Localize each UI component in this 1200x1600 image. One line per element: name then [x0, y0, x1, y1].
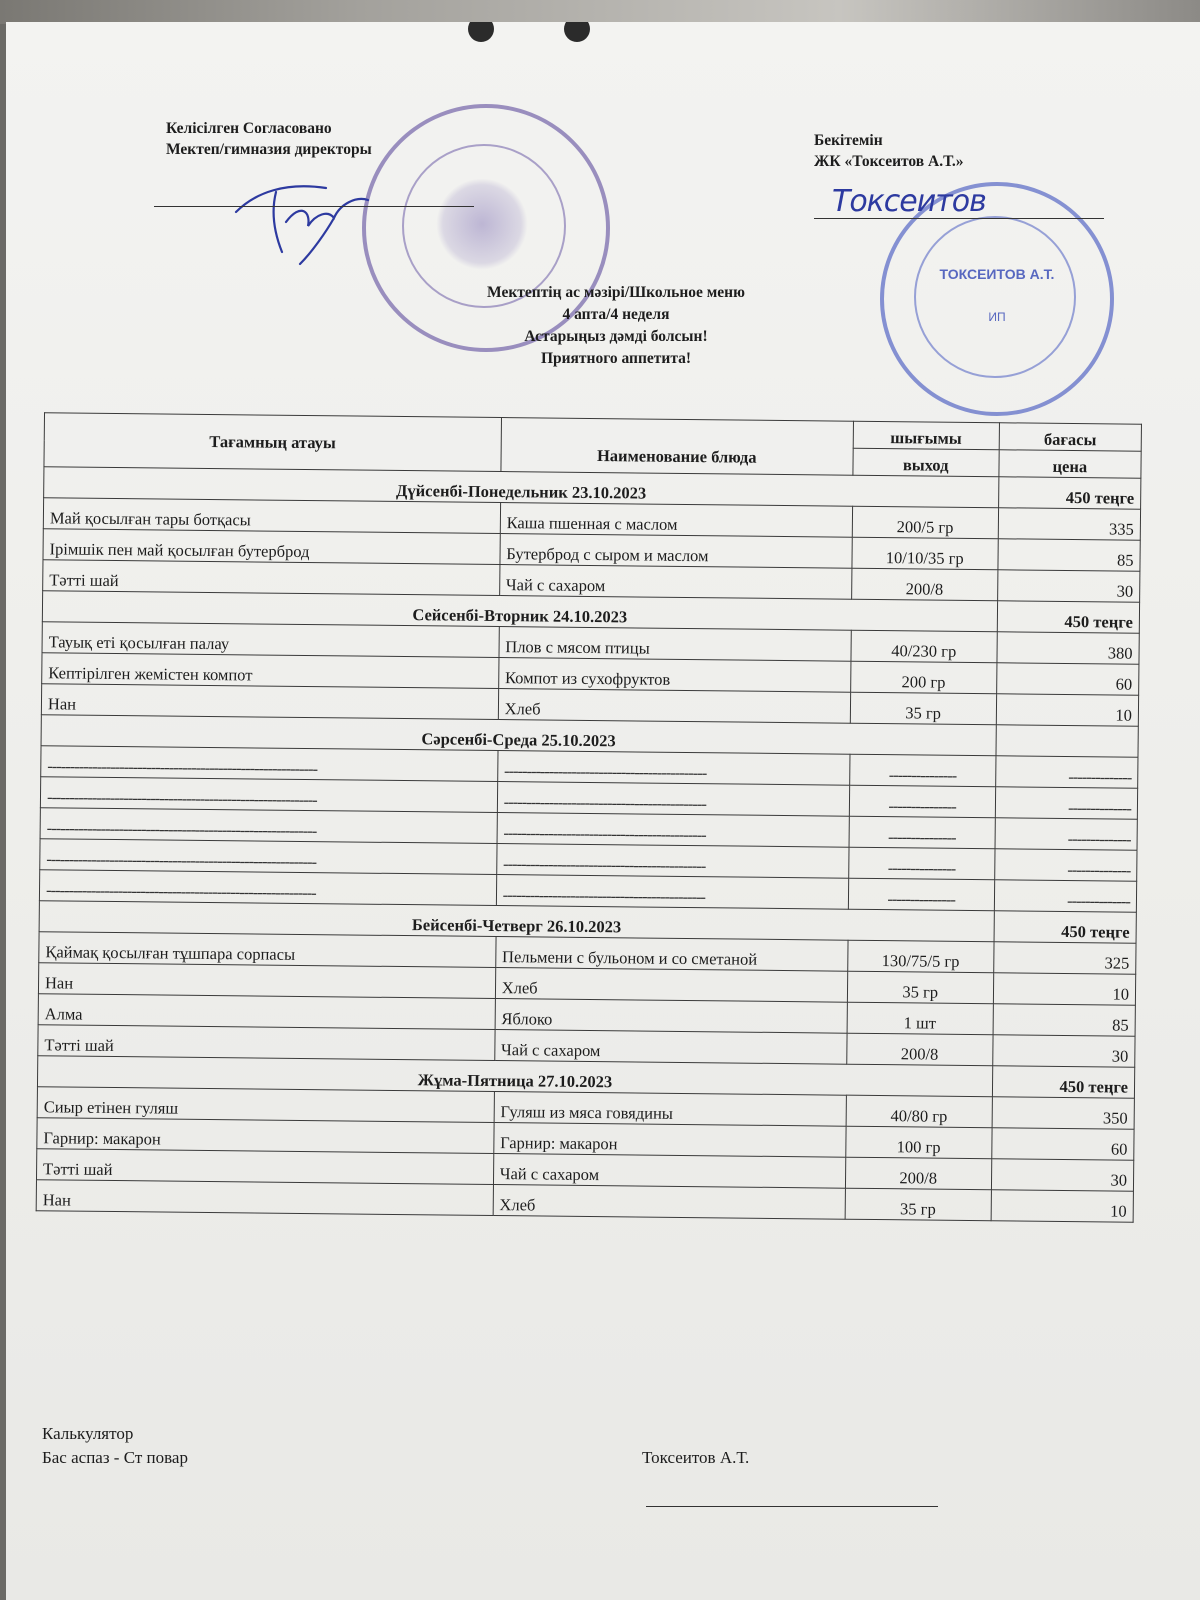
- punch-hole: [468, 22, 494, 42]
- seal-name: ТОКСЕИТОВ А.Т.: [939, 266, 1055, 282]
- dish-name-ru: Пельмени с бульоном и со сметаной: [495, 937, 847, 972]
- dish-name-kz: ------------------------------------------------------------: [40, 808, 497, 844]
- dish-name-kz: ------------------------------------------------------------: [40, 839, 497, 875]
- director-title: Мектеп/гимназия директоры: [166, 141, 372, 158]
- dish-name-ru: Хлеб: [495, 968, 847, 1003]
- dish-output: 10/10/35 гр: [852, 537, 999, 570]
- dish-price: 60: [996, 663, 1139, 695]
- dish-output: 35 гр: [847, 971, 994, 1004]
- dish-price: 10: [991, 1190, 1134, 1222]
- column-header-kz-name: Тағамның атауы: [44, 413, 501, 472]
- day-title: Бейсенбі-Четверг 26.10.2023: [39, 901, 994, 942]
- dish-output: 200/8: [845, 1157, 992, 1190]
- dish-name-ru: Каша пшенная с маслом: [500, 503, 852, 538]
- dish-name-kz: Тәтті шай: [38, 1025, 495, 1061]
- dish-name-kz: Алма: [38, 994, 495, 1030]
- dish-name-kz: Нан: [41, 684, 498, 720]
- dish-name-ru: Чай с сахаром: [493, 1153, 845, 1188]
- dish-name-kz: Нан: [36, 1180, 493, 1216]
- dish-price: --------------: [995, 818, 1138, 850]
- punch-hole: [564, 22, 590, 42]
- footer-signature-line: [646, 1506, 938, 1507]
- dish-output: 200 гр: [850, 661, 997, 694]
- dish-price: --------------: [995, 787, 1138, 819]
- dish-output: ---------------: [849, 785, 996, 818]
- approval-block-right: [814, 130, 964, 172]
- seal-inner-ring: [914, 216, 1076, 378]
- table-header-row: [44, 413, 1141, 451]
- calculator-label: Калькулятор: [42, 1424, 134, 1443]
- director-signature-icon: [216, 152, 396, 272]
- dish-name-ru: Хлеб: [493, 1184, 845, 1219]
- dish-price: 30: [997, 570, 1140, 602]
- dish-name-ru: Хлеб: [498, 689, 850, 724]
- column-header-price-ru: цена: [999, 450, 1141, 478]
- dish-name-ru: ---------------------------------------------: [497, 782, 849, 817]
- dish-name-kz: Кептірілген жемістен компот: [42, 653, 499, 689]
- dish-name-ru: ---------------------------------------------: [497, 813, 849, 848]
- chef-label: Бас аспаз - Ст повар: [42, 1448, 188, 1467]
- column-header-output-ru: выход: [853, 448, 999, 477]
- emblem-icon: [436, 178, 528, 270]
- dish-name-kz: Тәтті шай: [36, 1149, 493, 1185]
- dish-price: 60: [992, 1128, 1135, 1160]
- dish-price: 380: [997, 632, 1140, 664]
- dish-output: 40/230 гр: [851, 630, 998, 663]
- dish-price: --------------: [994, 849, 1137, 881]
- dish-output: ---------------: [849, 754, 996, 787]
- signature-line-right: [814, 218, 1104, 219]
- day-total: 450 теңге: [998, 477, 1141, 509]
- dish-output: 100 гр: [845, 1126, 992, 1159]
- dish-name-kz: Сиыр етінен гуляш: [37, 1087, 494, 1123]
- dish-output: 200/5 гр: [852, 506, 999, 539]
- day-title: Жұма-Пятница 27.10.2023: [37, 1056, 992, 1097]
- dish-name-ru: Плов с мясом птицы: [499, 627, 851, 662]
- dish-name-kz: Қаймақ қосылған тұшпара сорпасы: [39, 932, 496, 968]
- dish-name-ru: Гуляш из мяса говядины: [494, 1092, 846, 1127]
- footer-signer-name: Токсеитов А.Т.: [642, 1448, 750, 1467]
- day-title: Дүйсенбі-Понедельник 23.10.2023: [44, 467, 999, 508]
- column-header-output-kz: шығымы: [853, 421, 999, 450]
- dish-price: 335: [998, 508, 1141, 540]
- dish-output: 130/75/5 гр: [847, 940, 994, 973]
- dish-output: 40/80 гр: [846, 1095, 993, 1128]
- dish-name-ru: Гарнир: макарон: [494, 1123, 846, 1158]
- dish-price: 30: [991, 1159, 1134, 1191]
- dish-name-ru: Чай с сахаром: [499, 565, 851, 600]
- title-line-2: 4 апта/4 неделя: [562, 306, 670, 323]
- company-name: ЖК «Токсеитов А.Т.»: [814, 153, 964, 170]
- dish-output: ---------------: [848, 878, 995, 911]
- approve-label: Бекітемін: [814, 132, 883, 149]
- dish-output: 35 гр: [850, 692, 997, 725]
- dish-price: 85: [998, 539, 1141, 571]
- dish-price: 10: [993, 973, 1136, 1005]
- dish-price: 10: [996, 694, 1139, 726]
- dish-name-ru: Компот из сухофруктов: [498, 658, 850, 693]
- approval-label-left: Келісілген Согласовано: [166, 120, 332, 137]
- dish-price: --------------: [995, 756, 1138, 788]
- day-total: [996, 725, 1139, 757]
- title-line-1: Мектептің ас мәзірі/Школьное меню: [487, 284, 745, 301]
- title-line-4: Приятного аппетита!: [540, 350, 692, 367]
- signature-line-left: [154, 206, 474, 207]
- background-strip: [0, 0, 1200, 24]
- dish-price: 30: [993, 1035, 1136, 1067]
- dish-name-ru: ---------------------------------------------: [496, 844, 848, 879]
- dish-output: ---------------: [849, 816, 996, 849]
- dish-name-kz: Май қосылған тары ботқасы: [43, 498, 500, 534]
- dish-name-kz: Нан: [38, 963, 495, 999]
- dish-name-kz: Тауық еті қосылған палау: [42, 622, 499, 658]
- title-line-3: Астарыңыз дәмді болсын!: [524, 328, 708, 345]
- owner-signature: Токсеитов: [832, 184, 986, 219]
- dish-name-kz: ------------------------------------------------------------: [39, 870, 496, 906]
- dish-name-ru: Чай с сахаром: [495, 1030, 847, 1065]
- day-title: Сейсенбі-Вторник 24.10.2023: [42, 591, 997, 632]
- day-total: 450 теңге: [992, 1066, 1135, 1098]
- footer-left: [42, 1422, 188, 1470]
- menu-table: [36, 412, 1142, 1222]
- dish-name-kz: Тәтті шай: [43, 560, 500, 596]
- dish-name-ru: Яблоко: [495, 999, 847, 1034]
- dish-name-ru: ---------------------------------------------: [497, 751, 849, 786]
- column-header-ru-name: Наименование блюда: [501, 418, 853, 476]
- dish-price: 350: [992, 1097, 1135, 1129]
- dish-name-ru: Бутерброд с сыром и маслом: [500, 534, 852, 569]
- day-total: 450 теңге: [994, 911, 1137, 943]
- dish-price: --------------: [994, 880, 1137, 912]
- dish-output: 1 шт: [847, 1002, 994, 1035]
- dish-output: 200/8: [846, 1033, 993, 1066]
- day-title: Сәрсенбі-Среда 25.10.2023: [41, 715, 996, 756]
- dish-name-kz: ------------------------------------------------------------: [40, 777, 497, 813]
- dish-price: 325: [994, 942, 1137, 974]
- day-total: 450 теңге: [997, 601, 1140, 633]
- column-header-price-kz: бағасы: [999, 423, 1141, 451]
- dish-output: 200/8: [851, 568, 998, 601]
- document-page: [6, 22, 1200, 1600]
- dish-output: 35 гр: [845, 1188, 992, 1221]
- seal-type: ИП: [988, 310, 1006, 324]
- dish-name-ru: ---------------------------------------------: [496, 875, 848, 910]
- dish-price: 85: [993, 1004, 1136, 1036]
- dish-output: ---------------: [848, 847, 995, 880]
- dish-name-kz: Ірімшік пен май қосылған бутерброд: [43, 529, 500, 565]
- dish-name-kz: ------------------------------------------------------------: [41, 746, 498, 782]
- menu-title: [406, 282, 826, 370]
- dish-name-kz: Гарнир: макарон: [37, 1118, 494, 1154]
